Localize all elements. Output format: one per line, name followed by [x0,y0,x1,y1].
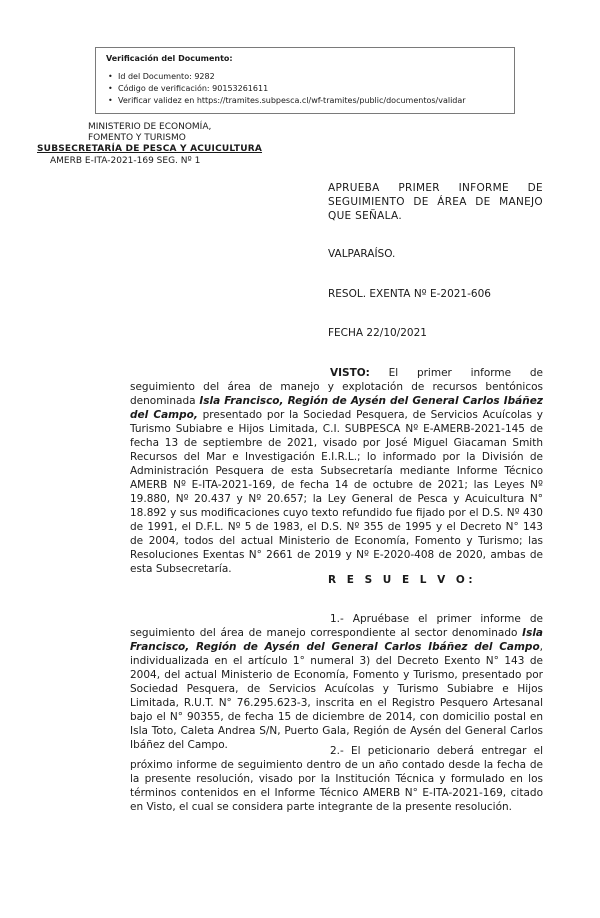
resolution-date: FECHA 22/10/2021 [328,327,427,339]
document-reference: AMERB E-ITA-2021-169 SEG. Nº 1 [50,156,201,166]
item1-area-name: Isla Francisco, Región de Aysén del General Carlos Ibáñez del Campo [130,627,543,653]
visto-label: VISTO: [330,367,370,379]
verification-code: • Código de verificación: 90153261611 [106,83,514,95]
resuelvo-heading: R E S U E L V O: [328,574,477,586]
document-title: APRUEBA PRIMER INFORME DE SEGUIMIENTO DE ÁREA DE MANEJO QUE SEÑALA. [328,182,543,222]
ministry-line1: MINISTERIO DE ECONOMÍA, [88,122,212,132]
ministry-line2: FOMENTO Y TURISMO [88,133,186,143]
subsecretaria-name: SUBSECRETARÍA DE PESCA Y ACUICULTURA [37,144,263,154]
item1-text-1: 1.- Apruébase el primer informe de seguimiento del área de manejo correspondiente al sector denominado [130,613,543,639]
document-place: VALPARAÍSO. [328,248,396,260]
verification-box [95,47,515,114]
visto-text-2: presentado por la Sociedad Pesquera, de Servicios Acuícolas y Turismo Subiabre e Hijos Limitada, C.I. SUBPESCA Nº E-AMERB-2021-145 de fecha 13 de septiembre de 2021, visado por José Miguel Giacaman Smith Recursos del Mar e Investigación E.I.R.L.; lo informado por la División de Administración Pesquera de esta Subsecretaría mediante Informe Técnico AMERB Nº E-ITA-2021-169, de fecha 14 de octubre de 2021; las Leyes Nº 19.880, Nº 20.437 y Nº 20.657; la Ley General de Pesca y Acuicultura N° 18.892 y sus modificaciones cuyo texto refundido fue fijado por el D.S. Nº 430 de 1991, el D.F.L. Nº 5 de 1983, el D.S. Nº 355 de 1995 y el Decreto N° 143 de 2004, todos del actual Ministerio de Economía, Fomento y Turismo; las Resoluciones Exentas N° 2661 de 2019 y Nº E-2020-408 de 2020, ambas de esta Subsecretaría. [130,409,543,575]
item1-text-2: , individualizada en el artículo 1° numeral 3) del Decreto Exento N° 143 de 2004, del actual Ministerio de Economía, Fomento y Turismo, presentado por Sociedad Pesquera, de Servicios Acuícolas y Turismo Subiabre e Hijos Limitada, R.U.T. N° 76.295.623-3, inscrita en el Registro Pesquero Artesanal bajo el N° 90355, de fecha 15 de diciembre de 2014, con domicilio postal en Isla Toto, Caleta Andrea S/N, Puerto Gala, Región de Aysén del General Carlos Ibáñez del Campo. [130,641,543,751]
verification-link[interactable]: • Verificar validez en https://tramites.subpesca.cl/wf-tramites/public/documentos/validar [106,95,514,107]
verification-title: Verificación del Documento: [106,54,233,63]
resolution-number: RESOL. EXENTA Nº E-2021-606 [328,288,491,300]
item2-text: 2.- El peticionario deberá entregar el próximo informe de seguimiento dentro de un año contado desde la fecha de la presente resolución, visado por la Institución Técnica y formulado en los términos contenidos en el Informe Técnico AMERB N° E-ITA-2021-169, citado en Visto, el cual se considera parte integrante de la presente resolución. [130,745,543,813]
visto-paragraph [130,366,543,576]
resuelvo-item-2 [130,744,543,814]
document-id: • Id del Documento: 9282 [106,71,514,83]
visto-area-name: Isla Francisco, Región de Aysén del General Carlos Ibáñez del Campo, [130,395,543,421]
resuelvo-item-1 [130,612,543,752]
visto-text-1: El primer informe de seguimiento del área de manejo y explotación de recursos bentónicos denominada [130,367,543,407]
verification-list [106,71,514,107]
